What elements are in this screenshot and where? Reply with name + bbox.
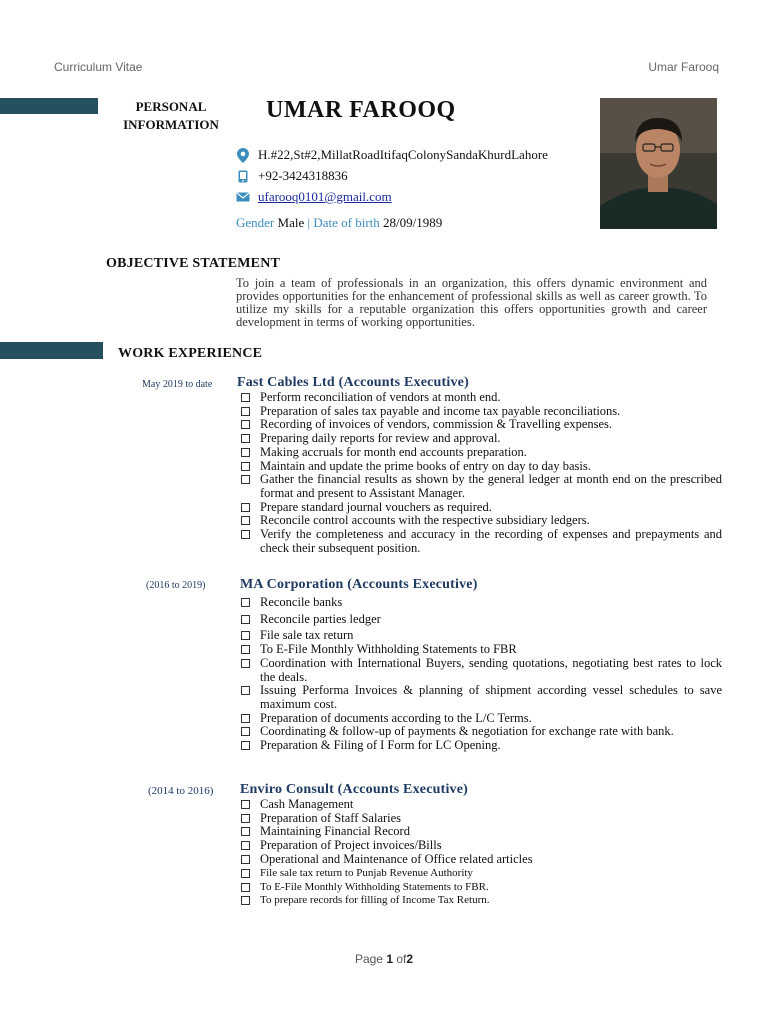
email-link[interactable]: ufarooq0101@gmail.com	[258, 189, 392, 204]
address-row	[236, 147, 548, 163]
job-date: May 2019 to date	[142, 379, 213, 390]
job-task-list	[238, 596, 722, 753]
list-item: Reconcile control accounts with the respective subsidiary ledgers.	[238, 514, 722, 528]
gender-dob-line	[236, 215, 442, 231]
phone-icon	[236, 169, 250, 183]
list-item: Prepare standard journal vouchers as required.	[238, 501, 722, 515]
page-number: Page 1 of2	[354, 952, 414, 966]
list-item: Preparation of Staff Salaries	[238, 812, 722, 826]
list-item: Coordinating & follow-up of payments & negotiation for exchange rate with bank.	[238, 725, 722, 739]
list-item: Gather the financial results as shown by the general ledger at month end on the prescribed format and present to Assistant Manager.	[238, 473, 722, 500]
personal-section-title: PERSONAL INFORMATION	[123, 99, 219, 132]
objective-text: To join a team of professionals in an organization, this offers dynamic environment and provides opportunities for the enhancement of professional skills as well as career growth. To utilize my skills for a reputable organization this offers opportunities growth and career development in terms of working opportunities.	[236, 276, 707, 329]
job-date: (2014 to 2016)	[148, 785, 214, 797]
list-item: Issuing Performa Invoices & planning of shipment according vessel schedules to save maximum cost.	[238, 684, 722, 711]
job-task-list-small	[238, 867, 722, 908]
list-item: Cash Management	[238, 798, 722, 812]
list-item: Preparation of sales tax payable and income tax payable reconciliations.	[238, 405, 722, 419]
job-date: (2016 to 2019)	[146, 580, 206, 591]
list-item: To prepare records for filling of Income Tax Return.	[238, 894, 722, 908]
list-item: Preparation of Project invoices/Bills	[238, 839, 722, 853]
header-right-text: Umar Farooq	[648, 60, 719, 74]
profile-photo	[600, 98, 717, 229]
list-item: Maintain and update the prime books of entry on day to day basis.	[238, 460, 722, 474]
list-item: To E-File Monthly Withholding Statements to FBR.	[238, 881, 722, 895]
job-title: Fast Cables Ltd (Accounts Executive)	[237, 375, 469, 390]
header-left-text: Curriculum Vitae	[54, 60, 143, 74]
job-task-list	[238, 391, 722, 555]
list-item: Preparation of documents according to the L/C Terms.	[238, 712, 722, 726]
location-pin-icon	[236, 148, 250, 162]
list-item: Preparation & Filing of I Form for LC Opening.	[238, 739, 722, 753]
list-item: File sale tax return	[238, 629, 722, 643]
list-item: File sale tax return to Punjab Revenue Authority	[238, 867, 722, 881]
section-bar-personal	[0, 98, 98, 114]
list-item: Coordination with International Buyers, sending quotations, negotiating best rates to lock the deals.	[238, 657, 722, 684]
work-section-title: WORK EXPERIENCE	[118, 346, 263, 361]
phone-row	[236, 168, 348, 184]
job-task-list	[238, 798, 722, 867]
envelope-icon	[236, 190, 250, 204]
separator: |	[307, 215, 311, 230]
list-item: To E-File Monthly Withholding Statements to FBR	[238, 643, 722, 657]
email-row	[236, 189, 392, 205]
phone-text: +92-3424318836	[258, 168, 348, 183]
list-item: Verify the completeness and accuracy in the recording of expenses and prepayments and check their subsequent position.	[238, 528, 722, 555]
candidate-name: UMAR FAROOQ	[266, 97, 456, 123]
list-item: Maintaining Financial Record	[238, 825, 722, 839]
list-item: Operational and Maintenance of Office related articles	[238, 853, 722, 867]
objective-section-title: OBJECTIVE STATEMENT	[106, 256, 281, 271]
list-item: Making accruals for month end accounts preparation.	[238, 446, 722, 460]
section-bar-work	[0, 342, 103, 359]
list-item: Preparing daily reports for review and approval.	[238, 432, 722, 446]
list-item: Perform reconciliation of vendors at month end.	[238, 391, 722, 405]
dob-value: 28/09/1989	[383, 215, 443, 230]
job-title: Enviro Consult (Accounts Executive)	[240, 782, 469, 797]
gender-value: Male	[277, 215, 305, 230]
job-title: MA Corporation (Accounts Executive)	[240, 577, 478, 592]
gender-label: Gender	[236, 215, 275, 230]
list-item: Reconcile parties ledger	[238, 613, 722, 627]
list-item: Reconcile banks	[238, 596, 722, 610]
dob-label: Date of birth	[313, 215, 380, 230]
address-text: H.#22,St#2,MillatRoadItifaqColonySandaKhurdLahore	[258, 147, 548, 162]
list-item: Recording of invoices of vendors, commission & Travelling expenses.	[238, 418, 722, 432]
